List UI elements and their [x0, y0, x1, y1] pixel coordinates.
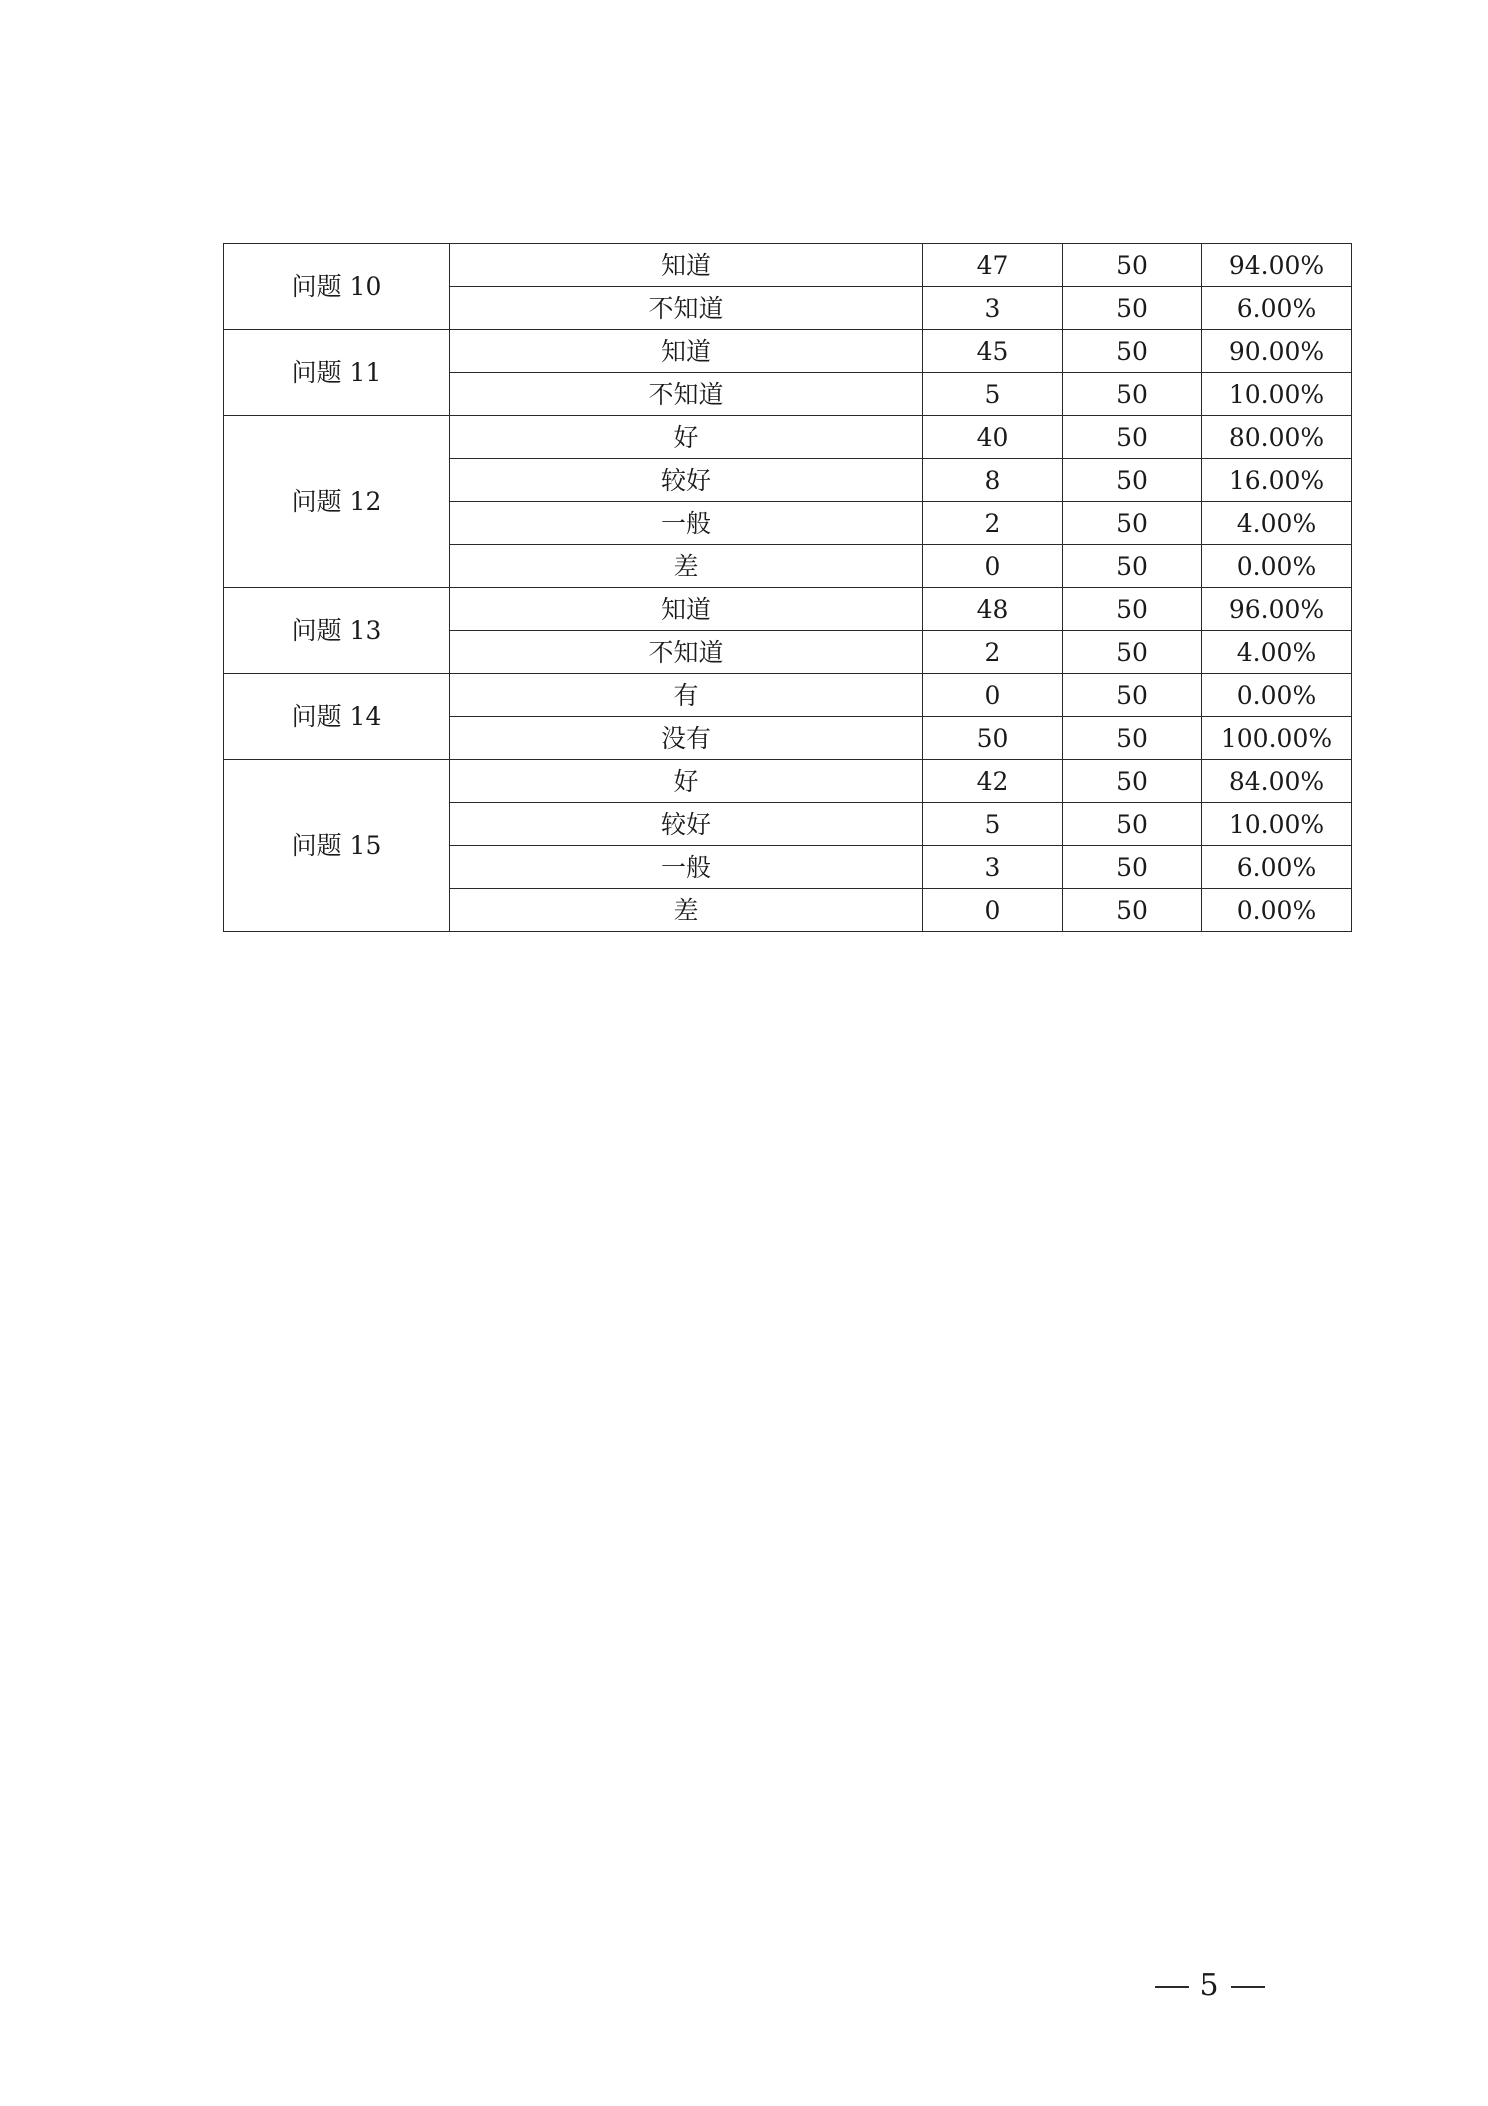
percent-cell: 0.00% — [1202, 674, 1352, 717]
option-cell: 有 — [450, 674, 923, 717]
count-cell: 0 — [923, 674, 1063, 717]
total-cell: 50 — [1063, 717, 1202, 760]
total-cell: 50 — [1063, 760, 1202, 803]
total-cell: 50 — [1063, 588, 1202, 631]
page-number — [1140, 1968, 1280, 2003]
percent-cell: 10.00% — [1202, 803, 1352, 846]
total-cell: 50 — [1063, 416, 1202, 459]
total-cell: 50 — [1063, 373, 1202, 416]
count-cell: 3 — [923, 287, 1063, 330]
percent-cell: 84.00% — [1202, 760, 1352, 803]
percent-cell: 80.00% — [1202, 416, 1352, 459]
count-cell: 8 — [923, 459, 1063, 502]
option-cell: 较好 — [450, 459, 923, 502]
question-label: 问题 10 — [224, 244, 450, 330]
total-cell: 50 — [1063, 803, 1202, 846]
survey-results-table — [223, 243, 1352, 932]
percent-cell: 6.00% — [1202, 846, 1352, 889]
percent-cell: 6.00% — [1202, 287, 1352, 330]
count-cell: 5 — [923, 803, 1063, 846]
count-cell: 40 — [923, 416, 1063, 459]
count-cell: 0 — [923, 889, 1063, 932]
count-cell: 2 — [923, 631, 1063, 674]
option-cell: 差 — [450, 889, 923, 932]
question-label: 问题 14 — [224, 674, 450, 760]
question-label: 问题 12 — [224, 416, 450, 588]
total-cell: 50 — [1063, 459, 1202, 502]
option-cell: 不知道 — [450, 631, 923, 674]
page-number-right-dash — [1231, 1986, 1265, 1988]
option-cell: 不知道 — [450, 287, 923, 330]
count-cell: 48 — [923, 588, 1063, 631]
table-row — [224, 244, 1352, 287]
total-cell: 50 — [1063, 502, 1202, 545]
count-cell: 45 — [923, 330, 1063, 373]
total-cell: 50 — [1063, 846, 1202, 889]
question-label: 问题 11 — [224, 330, 450, 416]
option-cell: 差 — [450, 545, 923, 588]
total-cell: 50 — [1063, 244, 1202, 287]
total-cell: 50 — [1063, 545, 1202, 588]
question-label: 问题 15 — [224, 760, 450, 932]
percent-cell: 0.00% — [1202, 545, 1352, 588]
option-cell: 知道 — [450, 588, 923, 631]
option-cell: 好 — [450, 760, 923, 803]
table-row — [224, 674, 1352, 717]
page-number-left-dash — [1155, 1986, 1189, 1988]
table-row — [224, 416, 1352, 459]
count-cell: 3 — [923, 846, 1063, 889]
total-cell: 50 — [1063, 889, 1202, 932]
option-cell: 好 — [450, 416, 923, 459]
percent-cell: 4.00% — [1202, 631, 1352, 674]
count-cell: 50 — [923, 717, 1063, 760]
count-cell: 5 — [923, 373, 1063, 416]
survey-table-body — [224, 244, 1352, 932]
total-cell: 50 — [1063, 674, 1202, 717]
option-cell: 一般 — [450, 846, 923, 889]
percent-cell: 96.00% — [1202, 588, 1352, 631]
option-cell: 较好 — [450, 803, 923, 846]
percent-cell: 16.00% — [1202, 459, 1352, 502]
total-cell: 50 — [1063, 631, 1202, 674]
percent-cell: 4.00% — [1202, 502, 1352, 545]
table-row — [224, 330, 1352, 373]
count-cell: 0 — [923, 545, 1063, 588]
count-cell: 2 — [923, 502, 1063, 545]
count-cell: 47 — [923, 244, 1063, 287]
question-label: 问题 13 — [224, 588, 450, 674]
option-cell: 知道 — [450, 244, 923, 287]
option-cell: 不知道 — [450, 373, 923, 416]
percent-cell: 94.00% — [1202, 244, 1352, 287]
table-row — [224, 588, 1352, 631]
option-cell: 一般 — [450, 502, 923, 545]
option-cell: 知道 — [450, 330, 923, 373]
total-cell: 50 — [1063, 330, 1202, 373]
count-cell: 42 — [923, 760, 1063, 803]
percent-cell: 90.00% — [1202, 330, 1352, 373]
percent-cell: 0.00% — [1202, 889, 1352, 932]
total-cell: 50 — [1063, 287, 1202, 330]
percent-cell: 10.00% — [1202, 373, 1352, 416]
option-cell: 没有 — [450, 717, 923, 760]
table-row — [224, 760, 1352, 803]
percent-cell: 100.00% — [1202, 717, 1352, 760]
page-number-value: 5 — [1199, 1968, 1221, 2003]
